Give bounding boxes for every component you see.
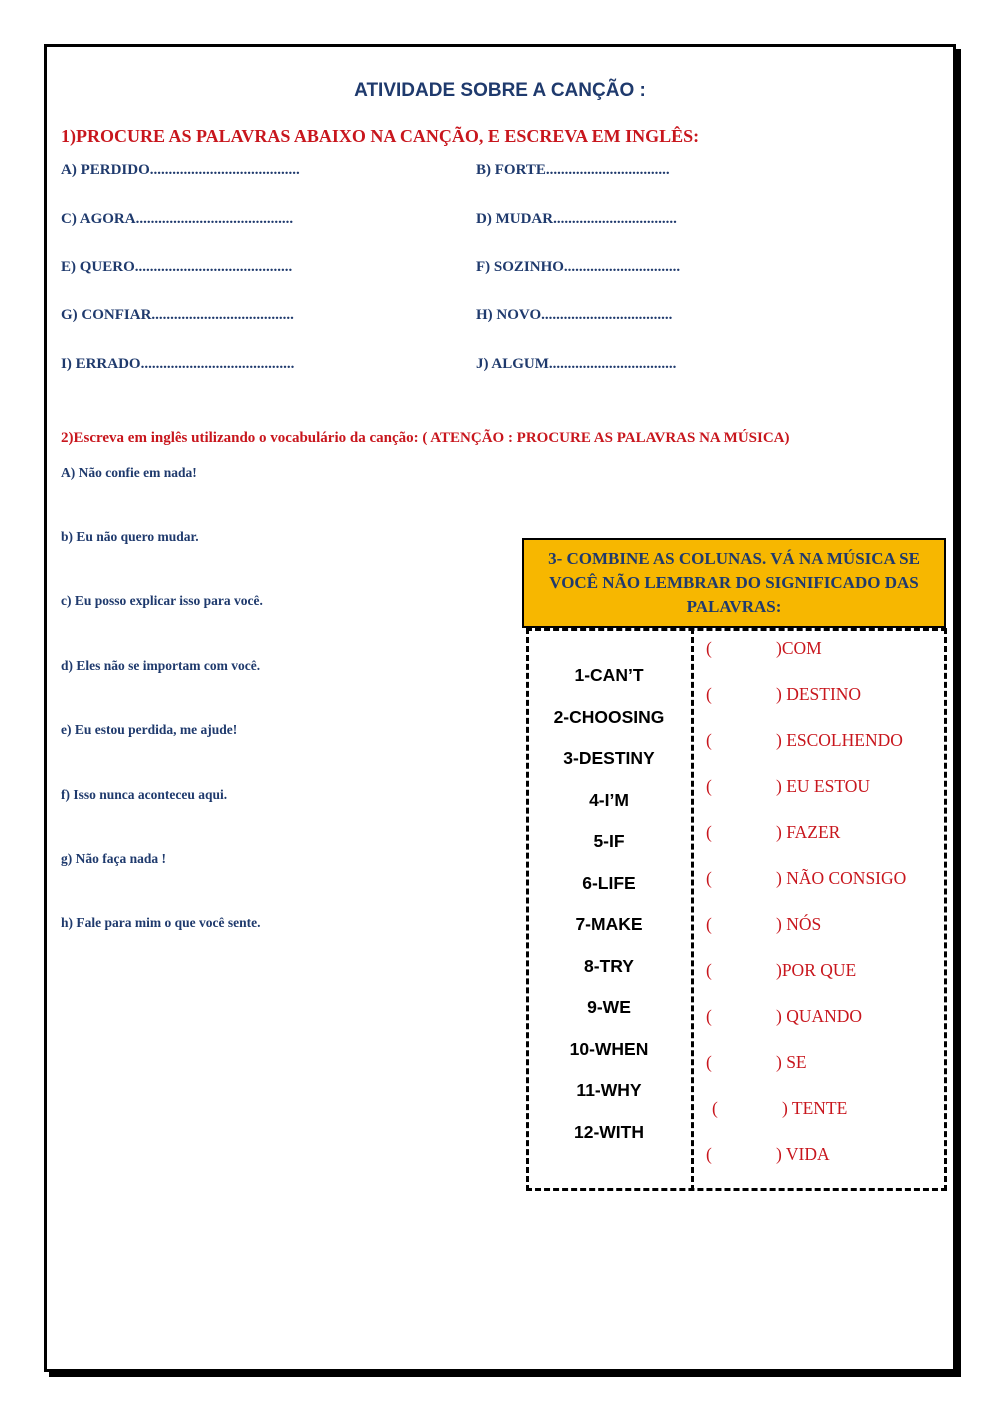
answer-blank-open-paren: ( (706, 684, 712, 704)
sentence-d: d) Eles não se importam com você. (61, 658, 261, 673)
portuguese-option-9: ) QUANDO (776, 1006, 863, 1026)
sentence-g: g) Não faça nada ! (61, 851, 166, 866)
portuguese-option-11: ) TENTE (782, 1098, 848, 1118)
english-word-3: 3-DESTINY (563, 748, 655, 768)
portuguese-option-4: ) EU ESTOU (776, 776, 870, 796)
column-divider (691, 628, 694, 1191)
answer-blank-open-paren: ( (706, 914, 712, 934)
answer-blank-open-paren: ( (706, 960, 712, 980)
answer-blank-open-paren: ( (706, 822, 712, 842)
english-word-6: 6-LIFE (582, 873, 636, 893)
sentence-f: f) Isso nunca aconteceu aqui. (61, 787, 228, 802)
sentence-e: e) Eu estou perdida, me ajude! (61, 722, 238, 737)
portuguese-option-2: ) DESTINO (776, 684, 862, 704)
question-1-heading: 1)PROCURE AS PALAVRAS ABAIXO NA CANÇÃO, E ESCREVA EM INGLÊS: (61, 126, 700, 146)
sentence-a: A) Não confie em nada! (61, 465, 197, 480)
sentence-h: h) Fale para mim o que você sente. (61, 915, 261, 930)
portuguese-option-3: ) ESCOLHENDO (776, 730, 903, 750)
english-word-7: 7-MAKE (575, 914, 643, 934)
question-3-heading: 3- COMBINE AS COLUNAS. VÁ NA MÚSICA SE VOCÊ NÃO LEMBRAR DO SIGNIFICADO DAS PALAVRAS: (522, 538, 946, 628)
portuguese-option-6: ) NÃO CONSIGO (776, 868, 907, 888)
english-word-10: 10-WHEN (569, 1039, 649, 1059)
portuguese-option-8: )POR QUE (776, 960, 857, 980)
english-word-1: 1-CAN’T (574, 665, 644, 685)
vocab-item-g: G) CONFIAR...................................... (61, 307, 294, 323)
portuguese-option-10: ) SE (776, 1052, 807, 1072)
portuguese-option-5: ) FAZER (776, 822, 841, 842)
portuguese-option-1: )COM (776, 638, 822, 658)
vocab-item-d: D) MUDAR................................. (476, 211, 677, 227)
vocab-item-f: F) SOZINHO............................... (476, 259, 681, 275)
english-word-11: 11-WHY (576, 1080, 642, 1100)
vocab-item-e: E) QUERO.......................................... (61, 259, 293, 275)
vocab-item-c: C) AGORA.......................................... (61, 211, 294, 227)
portuguese-option-7: ) NÓS (776, 914, 822, 934)
english-word-4: 4-I’M (589, 790, 629, 810)
vocab-item-i: I) ERRADO......................................... (61, 356, 295, 372)
vocab-item-h: H) NOVO................................... (476, 307, 673, 323)
answer-blank-open-paren: ( (706, 1052, 712, 1072)
vocab-item-a: A) PERDIDO........................................ (61, 162, 300, 178)
answer-blank-open-paren: ( (706, 776, 712, 796)
answer-blank-open-paren: ( (706, 1006, 712, 1026)
answer-blank-open-paren: ( (706, 1144, 712, 1164)
english-word-9: 9-WE (587, 997, 631, 1017)
answer-blank-open-paren: ( (706, 868, 712, 888)
sentence-c: c) Eu posso explicar isso para você. (61, 593, 263, 608)
english-word-5: 5-IF (593, 831, 625, 851)
answer-blank-open-paren: ( (712, 1098, 718, 1118)
page-title: ATIVIDADE SOBRE A CANÇÃO : (354, 80, 646, 101)
english-word-8: 8-TRY (584, 956, 634, 976)
question-2-heading: 2)Escreva em inglês utilizando o vocabulário da canção: ( ATENÇÃO : PROCURE AS PALAVRAS NA MÚSICA) (61, 430, 790, 446)
english-word-2: 2-CHOOSING (553, 707, 665, 727)
answer-blank-open-paren: ( (706, 638, 712, 658)
answer-blank-open-paren: ( (706, 730, 712, 750)
vocab-item-b: B) FORTE................................. (476, 162, 670, 178)
sentence-b: b) Eu não quero mudar. (61, 529, 199, 544)
english-word-12: 12-WITH (574, 1122, 644, 1142)
vocab-item-j: J) ALGUM.................................. (476, 356, 677, 372)
portuguese-option-12: ) VIDA (776, 1144, 830, 1164)
